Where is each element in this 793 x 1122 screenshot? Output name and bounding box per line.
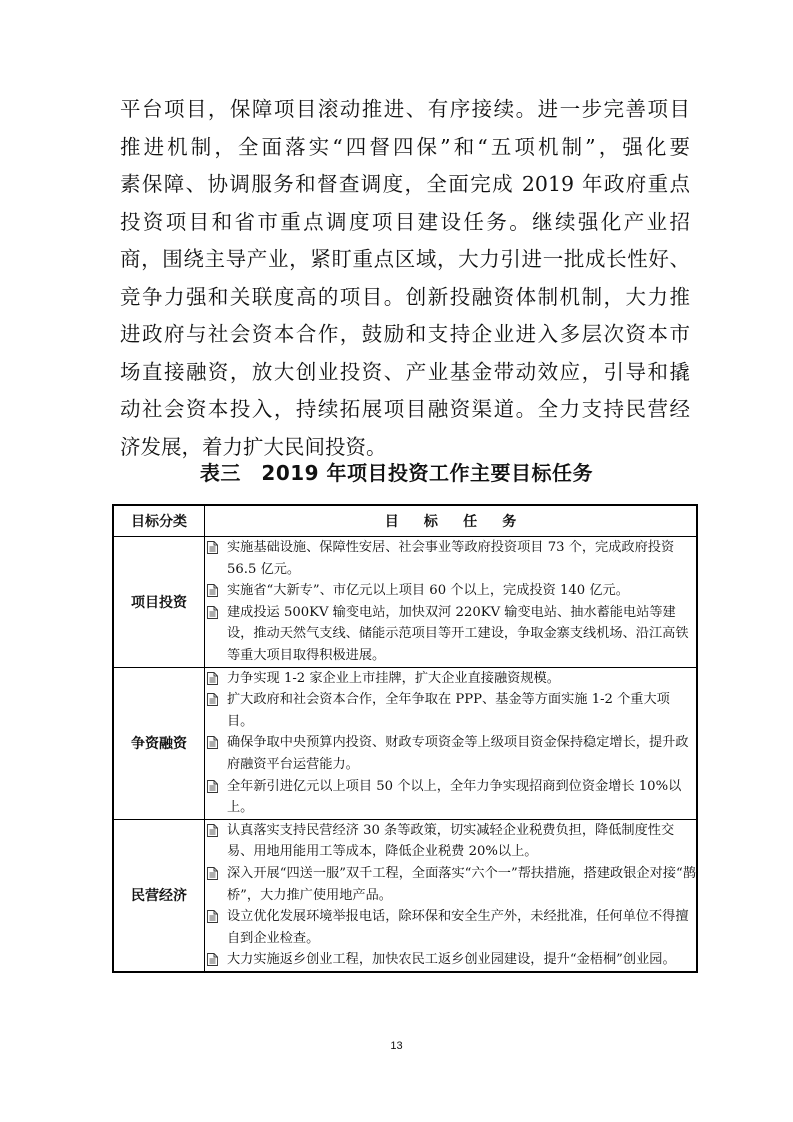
- task-item-text: 实施基础设施、保障性安居、社会事业等政府投资项目 73 个，完成政府投资 56.5 亿元。: [227, 540, 675, 577]
- task-cell: [205, 667, 698, 819]
- category-cell: 争资融资: [113, 667, 205, 819]
- document-icon: [205, 602, 227, 624]
- table-header-row: [113, 505, 697, 537]
- task-item: [205, 668, 696, 690]
- task-item-text: 深入开展“四送一服”双千工程，全面落实“六个一”帮扶措施，搭建政银企对接“鹊桥”，大力推广使用地产品。: [227, 865, 696, 903]
- task-item: [205, 602, 696, 667]
- task-item-text: 扩大政府和社会资本合作，全年争取在 PPP、基金等方面实施 1-2 个重大项目。: [227, 692, 670, 729]
- task-item: [205, 863, 696, 906]
- document-icon: [205, 537, 227, 559]
- document-icon: [205, 906, 227, 928]
- header-category: 目标分类: [113, 505, 205, 537]
- task-item-text: 实施省“大新专”、市亿元以上项目 60 个以上，完成投资 140 亿元。: [227, 583, 629, 599]
- table-title: 表三 2019 年项目投资工作主要目标任务: [199, 461, 594, 485]
- task-item: [205, 906, 696, 949]
- category-cell: 民营经济: [113, 819, 205, 972]
- task-item: [205, 732, 696, 775]
- table-row: [113, 819, 697, 972]
- task-item: [205, 689, 696, 732]
- paragraph-line: 商，围绕主导产业，紧盯重点区域，大力引进一批成长性好、: [120, 247, 690, 271]
- task-item-text: 设立优化发展环境举报电话，除环保和安全生产外，未经批准，任何单位不得擅自到企业检查。: [227, 909, 689, 946]
- document-icon: [205, 863, 227, 885]
- task-item-text: 全年新引进亿元以上项目 50 个以上，全年力争实现招商到位资金增长 10%以上。: [227, 778, 682, 816]
- task-item: [205, 820, 696, 863]
- paragraph-line: 场直接融资，放大创业投资、产业基金带动效应，引导和撬: [120, 359, 690, 384]
- paragraph-line: 投资项目和省市重点调度项目建设任务。继续强化产业招: [120, 209, 690, 234]
- paragraph-line: 平台项目，保障项目滚动推进、有序接续。进一步完善项目: [120, 97, 690, 121]
- document-icon: [205, 949, 227, 971]
- paragraph-line: 推进机制，全面落实“四督四保”和“五项机制”，强化要: [120, 134, 690, 159]
- paragraph-line: 进政府与社会资本合作，鼓励和支持企业进入多层次资本市: [120, 322, 690, 346]
- table-row: [113, 537, 697, 668]
- task-item-text: 力争实现 1-2 家企业上市挂牌，扩大企业直接融资规模。: [227, 670, 560, 686]
- paragraph-line: 素保障、协调服务和督查调度，全面完成 2019 年政府重点: [120, 172, 690, 196]
- task-item-text: 建成投运 500KV 输变电站，加快双河 220KV 输变电站、抽水蓄能电站等建设，推动天然气支线、储能示范项目等开工建设，争取金寨支线机场、沿江高铁等重大项目取得积极进展。: [227, 604, 689, 663]
- task-cell: [205, 819, 698, 972]
- paragraph-line: 竞争力强和关联度高的项目。创新投融资体制机制，大力推: [120, 284, 690, 309]
- task-item-text: 大力实施返乡创业工程，加快农民工返乡创业园建设，提升“金梧桐”创业园。: [227, 952, 676, 968]
- document-icon: [205, 689, 227, 711]
- task-item: [205, 949, 696, 971]
- task-item: [205, 580, 696, 602]
- body-paragraph: [120, 91, 690, 466]
- task-item: [205, 537, 696, 580]
- task-item-text: 确保争取中央预算内投资、财政专项资金等上级项目资金保持稳定增长，提升政府融资平台运营能力。: [227, 735, 689, 772]
- document-icon: [205, 820, 227, 842]
- category-cell: 项目投资: [113, 537, 205, 668]
- task-cell: [205, 537, 698, 668]
- task-item: [205, 776, 696, 819]
- document-icon: [205, 668, 227, 690]
- document-icon: [205, 580, 227, 602]
- table-row: [113, 667, 697, 819]
- target-task-table: [112, 504, 698, 973]
- paragraph-line: 动社会资本投入，持续拓展项目融资渠道。全力支持民营经: [120, 397, 690, 421]
- header-task: 目标任务: [205, 505, 698, 537]
- task-item-text: 认真落实支持民营经济 30 条等政策，切实减轻企业税费负担，降低制度性交易、用地用能用工等成本，降低企业税费 20%以上。: [227, 822, 675, 860]
- page-number: 13: [390, 1040, 403, 1052]
- document-icon: [205, 732, 227, 754]
- document-icon: [205, 776, 227, 798]
- paragraph-line: 济发展，着力扩大民间投资。: [120, 434, 387, 459]
